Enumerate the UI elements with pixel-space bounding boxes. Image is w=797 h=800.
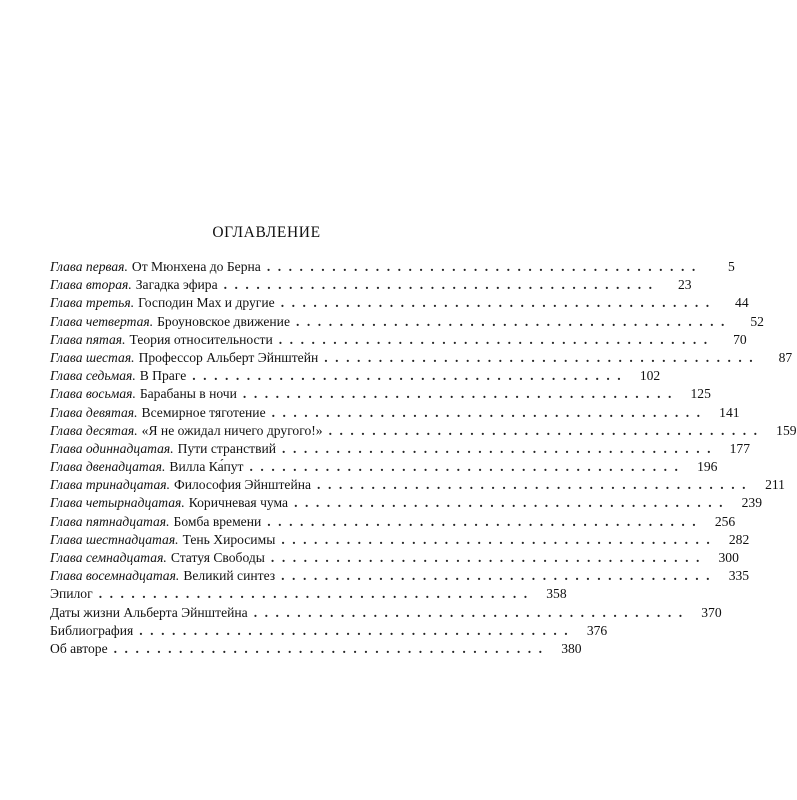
chapter-label: Глава восьмая [50, 386, 133, 402]
toc-entry[interactable] [50, 586, 567, 604]
dot-leader: ........................................ [296, 313, 732, 329]
dot-leader: ........................................ [249, 459, 686, 475]
page-number: 70 [733, 331, 747, 347]
label-separator: . [175, 568, 180, 584]
chapter-label: Глава десятая [50, 422, 135, 438]
chapter-title: Броуновское движение [157, 313, 290, 329]
chapter-title: Всемирное тяготение [141, 404, 266, 420]
chapter-title: Барабаны в ночи [139, 386, 237, 402]
chapter-title: Великий синтез [183, 568, 276, 584]
chapter-label: Глава четырнадцатая [50, 495, 182, 511]
chapter-label: Глава шестая [50, 349, 132, 365]
dot-leader: ........................................ [280, 295, 717, 311]
toc-entry[interactable] [50, 622, 608, 641]
chapter-label: Глава третья [50, 295, 131, 311]
toc-entry[interactable] [50, 440, 750, 459]
page-number: 300 [718, 550, 739, 565]
toc-heading: ОГЛАВЛЕНИЕ [212, 224, 321, 241]
toc-entry[interactable] [50, 331, 747, 350]
chapter-label: Глава седьмая [50, 368, 133, 384]
dot-leader: ........................................ [192, 368, 629, 384]
chapter-label: Глава двенадцатая [50, 459, 162, 475]
chapter-title: Эпилог [50, 586, 93, 602]
chapter-title: Философия Эйнштейна [174, 477, 312, 493]
page-number: 335 [728, 568, 750, 584]
page-number: 370 [701, 604, 722, 620]
chapter-label: Глава тринадцатая [50, 477, 167, 493]
dot-leader: ........................................ [281, 568, 718, 584]
chapter-label: Глава семнадцатая [50, 550, 164, 565]
dot-leader: ........................................ [253, 604, 690, 620]
toc-entry[interactable] [50, 568, 750, 586]
toc-entry[interactable] [50, 277, 692, 295]
page-number: 5 [727, 259, 735, 274]
chapter-title: Коричневая чума [188, 495, 289, 511]
label-separator: . [134, 422, 138, 438]
dot-leader: ........................................ [266, 259, 703, 274]
chapter-title: Даты жизни Альберта Эйнштейна [50, 604, 248, 620]
toc-entry[interactable] [50, 349, 793, 368]
chapter-title: Теория относительности [129, 331, 273, 347]
dot-leader: ........................................ [317, 477, 753, 493]
page-number: 87 [778, 349, 793, 365]
chapter-title: Профессор Альберт Эйнштейн [138, 349, 319, 365]
chapter-title: Об авторе [50, 640, 108, 656]
label-separator: . [124, 259, 128, 274]
label-separator: . [122, 331, 126, 347]
page-number: 159 [776, 422, 797, 438]
toc-entry[interactable] [50, 313, 764, 332]
chapter-label: Глава четвертая [50, 313, 150, 329]
label-separator: . [166, 477, 170, 493]
page-number: 282 [728, 531, 750, 547]
label-separator: . [130, 295, 135, 311]
label-separator: . [175, 531, 179, 547]
page-number: 23 [677, 277, 692, 293]
label-separator: . [181, 495, 185, 511]
chapter-title: «Я не ожидал ничего другого!» [141, 422, 323, 438]
toc-entry[interactable] [50, 531, 750, 550]
label-separator: . [166, 513, 170, 529]
page-number: 44 [735, 295, 749, 311]
chapter-label: Глава пятнадцатая [50, 513, 167, 529]
page-number: 102 [639, 368, 661, 384]
dot-leader: ........................................ [328, 422, 765, 438]
chapter-label: Глава вторая [50, 277, 129, 293]
dot-leader: ........................................ [139, 622, 576, 638]
label-separator: . [134, 404, 138, 420]
chapter-label: Глава пятая [50, 331, 123, 347]
dot-leader: ........................................ [271, 404, 708, 420]
toc-entry[interactable] [50, 422, 797, 441]
chapter-title: Господин Мах и другие [138, 295, 275, 311]
dot-leader: ........................................ [98, 586, 535, 602]
page-number: 52 [750, 313, 764, 329]
toc-entry[interactable] [50, 513, 736, 532]
dot-leader: ........................................ [242, 386, 679, 402]
toc-entry[interactable] [50, 459, 718, 477]
toc-entry[interactable] [50, 477, 785, 495]
chapter-label: Глава девятая [50, 404, 135, 420]
chapter-title: Тень Хиросимы [182, 531, 276, 547]
chapter-label: Глава одиннадцатая [50, 440, 171, 456]
toc-entry[interactable] [50, 404, 740, 423]
toc-entry[interactable] [50, 550, 739, 568]
page-number: 141 [719, 404, 740, 420]
chapter-label: Глава первая [50, 259, 125, 274]
dot-leader: ........................................ [278, 331, 715, 347]
toc-entry[interactable] [50, 495, 763, 513]
page-number: 256 [714, 513, 736, 529]
chapter-label: Глава восемнадцатая [50, 568, 176, 584]
chapter-title: Библиография [50, 622, 134, 638]
page-number: 380 [561, 640, 582, 656]
page-number: 239 [741, 495, 763, 511]
chapter-title: В Праге [139, 368, 187, 384]
toc-entry[interactable] [50, 368, 661, 386]
chapter-title: От Мюнхена до Берна [131, 259, 261, 274]
toc-entry[interactable] [50, 259, 735, 277]
toc-entry[interactable] [50, 640, 582, 659]
chapter-title: Загадка эфира [135, 277, 218, 293]
dot-leader: ........................................ [282, 440, 718, 456]
label-separator: . [163, 550, 167, 565]
label-separator: . [170, 440, 174, 456]
chapter-title: Пути странствий [177, 440, 277, 456]
label-separator: . [131, 349, 135, 365]
page-number: 358 [546, 586, 567, 602]
toc-list [50, 259, 797, 659]
page-number: 196 [697, 459, 718, 475]
toc-entry[interactable] [50, 295, 749, 313]
page-number: 211 [765, 477, 785, 493]
dot-leader: ........................................ [324, 349, 761, 365]
dot-leader: ........................................ [270, 550, 707, 565]
dot-leader: ........................................ [223, 277, 660, 293]
dot-leader: ........................................ [281, 531, 718, 547]
page-number: 376 [586, 622, 608, 638]
chapter-title: Статуя Свободы [170, 550, 265, 565]
label-separator: . [128, 277, 132, 293]
label-separator: . [132, 386, 136, 402]
label-separator: . [162, 459, 166, 475]
toc-entry[interactable] [50, 604, 722, 623]
label-separator: . [132, 368, 136, 384]
label-separator: . [149, 313, 154, 329]
chapter-label: Глава шестнадцатая [50, 531, 176, 547]
chapter-title: Бомба времени [173, 513, 262, 529]
page-number: 177 [729, 440, 750, 456]
dot-leader: ........................................ [113, 640, 550, 656]
chapter-title: Вилла Ка́пут [169, 459, 244, 475]
page-number: 125 [690, 386, 711, 402]
dot-leader: ........................................ [267, 513, 704, 529]
toc-entry[interactable] [50, 386, 711, 404]
dot-leader: ........................................ [294, 495, 731, 511]
